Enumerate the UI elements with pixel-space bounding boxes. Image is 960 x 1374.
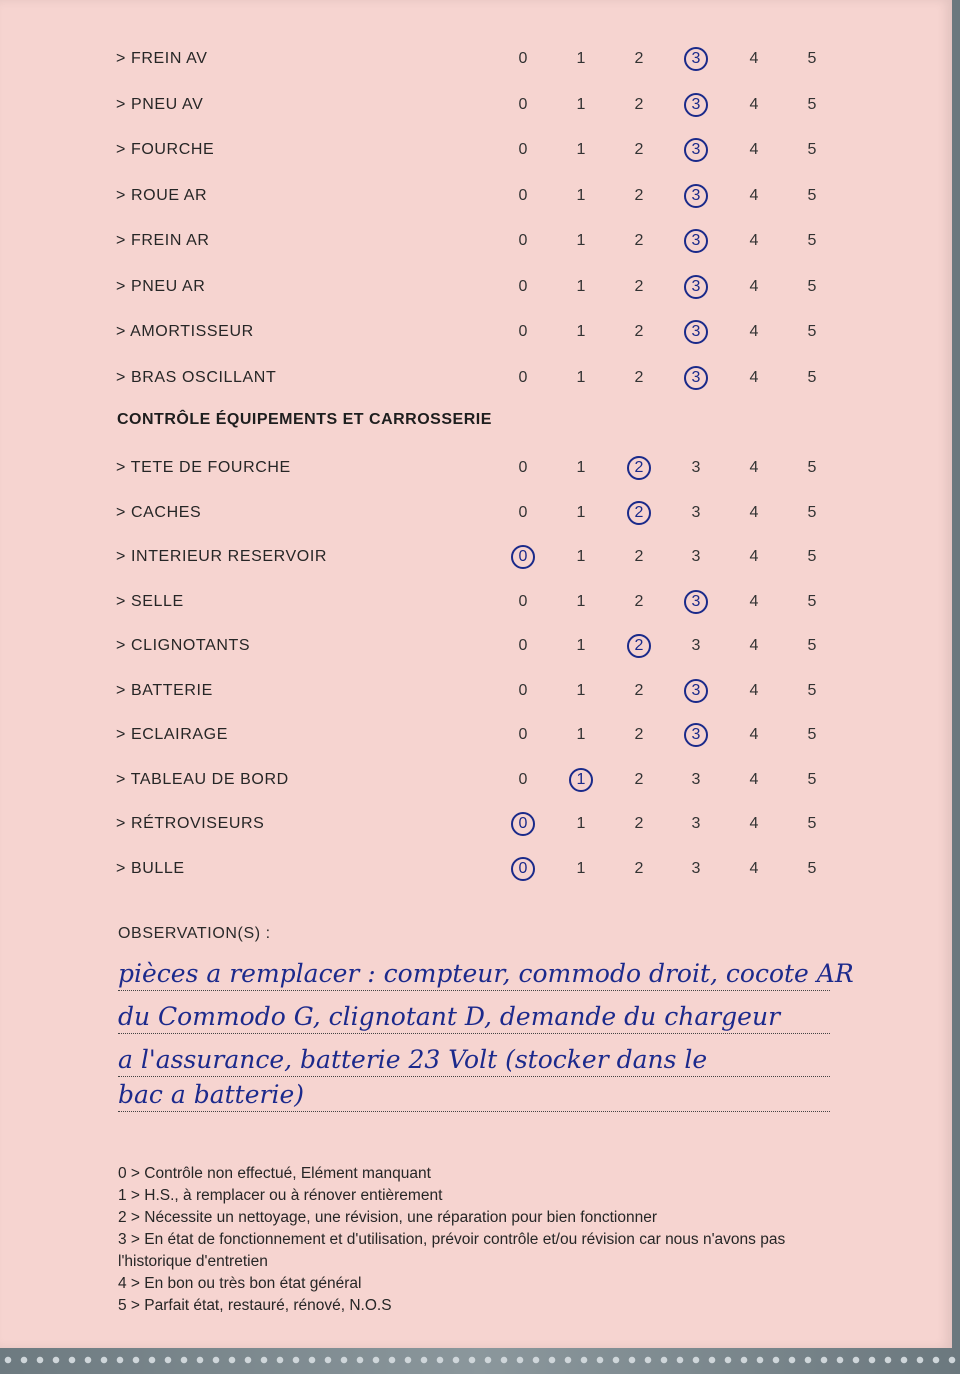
score-option[interactable]: 1: [576, 548, 586, 565]
rating-row-label: > FREIN AR: [116, 232, 210, 249]
score-option[interactable]: 4: [749, 815, 759, 832]
score-option[interactable]: 4: [749, 277, 759, 295]
score-option[interactable]: 1: [576, 592, 586, 610]
score-option[interactable]: 1: [576, 815, 586, 832]
score-option[interactable]: 4: [749, 186, 759, 204]
score-option[interactable]: 2: [634, 95, 644, 113]
score-option-selected[interactable]: 3: [684, 369, 708, 387]
score-option-selected[interactable]: 1: [569, 771, 593, 789]
score-option-selected[interactable]: 3: [684, 323, 708, 341]
score-option[interactable]: 5: [807, 50, 817, 67]
score-option[interactable]: 4: [749, 726, 759, 743]
score-option[interactable]: 5: [807, 141, 817, 158]
rating-row-label: > FREIN AV: [116, 50, 208, 67]
score-option[interactable]: 2: [634, 726, 644, 743]
rating-row-label: > BULLE: [116, 859, 185, 877]
score-option-selected[interactable]: 3: [684, 232, 708, 250]
score-option[interactable]: 1: [576, 859, 586, 877]
score-option-selected[interactable]: 2: [627, 637, 651, 655]
score-option[interactable]: 5: [807, 770, 817, 788]
score-option[interactable]: 1: [576, 459, 586, 476]
score-option[interactable]: 0: [518, 770, 528, 788]
score-option[interactable]: 2: [634, 368, 644, 386]
score-option[interactable]: 5: [807, 503, 817, 521]
observations-title: OBSERVATION(S) :: [118, 925, 271, 942]
score-option[interactable]: 1: [576, 503, 586, 521]
score-option[interactable]: 3: [691, 503, 701, 521]
score-option[interactable]: 4: [749, 232, 759, 249]
score-option[interactable]: 1: [576, 95, 586, 113]
score-option[interactable]: 3: [691, 548, 701, 565]
rating-row-label: > TABLEAU DE BORD: [116, 770, 289, 788]
rating-row-label: > SELLE: [116, 592, 184, 610]
observation-line-1: [118, 950, 854, 991]
score-option[interactable]: 1: [576, 186, 586, 204]
score-option[interactable]: 3: [691, 637, 701, 654]
score-option[interactable]: 0: [518, 277, 528, 295]
section-title: CONTRÔLE ÉQUIPEMENTS ET CARROSSERIE: [117, 411, 492, 428]
score-option[interactable]: 5: [807, 368, 817, 386]
rating-row: [0, 544, 950, 574]
observation-line-4: [118, 1071, 830, 1112]
score-option[interactable]: 5: [807, 548, 817, 565]
rating-row-label: > TETE DE FOURCHE: [116, 459, 291, 476]
score-option[interactable]: 4: [749, 323, 759, 340]
score-option[interactable]: 4: [749, 592, 759, 610]
score-option[interactable]: 4: [749, 141, 759, 158]
score-option[interactable]: 0: [518, 459, 528, 476]
observation-text-4: bac a batterie): [118, 1080, 304, 1109]
score-option[interactable]: 1: [576, 141, 586, 158]
score-option[interactable]: 2: [634, 232, 644, 249]
score-option[interactable]: 2: [634, 815, 644, 832]
rating-row: [0, 137, 950, 167]
rating-row-label: > ECLAIRAGE: [116, 726, 228, 743]
rating-row: [0, 856, 950, 886]
rating-row: [0, 274, 950, 304]
score-option[interactable]: 5: [807, 859, 817, 877]
score-option[interactable]: 0: [518, 232, 528, 249]
score-option[interactable]: 5: [807, 95, 817, 113]
score-option[interactable]: 5: [807, 681, 817, 699]
score-option[interactable]: 5: [807, 815, 817, 832]
score-option[interactable]: 4: [749, 637, 759, 654]
score-option[interactable]: 4: [749, 368, 759, 386]
legend-item-4: 4 > En bon ou très bon état général: [118, 1275, 362, 1292]
score-option[interactable]: 5: [807, 592, 817, 610]
score-option[interactable]: 0: [518, 726, 528, 743]
score-option-selected[interactable]: 3: [684, 50, 708, 68]
score-option[interactable]: 0: [518, 681, 528, 699]
score-option-selected[interactable]: 3: [684, 141, 708, 159]
rating-row-label: > CLIGNOTANTS: [116, 637, 251, 654]
score-option[interactable]: 0: [518, 323, 528, 340]
score-option[interactable]: 1: [576, 637, 586, 654]
rating-row-label: > PNEU AR: [116, 277, 206, 295]
rating-row: [0, 365, 950, 395]
score-option[interactable]: 3: [691, 459, 701, 476]
rating-row: [0, 722, 950, 752]
score-option-selected[interactable]: 3: [684, 187, 708, 205]
score-option[interactable]: 1: [576, 681, 586, 699]
score-option[interactable]: 1: [576, 277, 586, 295]
score-option[interactable]: 2: [634, 277, 644, 295]
legend-item-0: 0 > Contrôle non effectué, Elément manquant: [118, 1165, 431, 1182]
rating-row: [0, 589, 950, 619]
score-option[interactable]: 1: [576, 323, 586, 340]
score-option[interactable]: 2: [634, 323, 644, 340]
score-option[interactable]: 1: [576, 368, 586, 386]
score-option[interactable]: 4: [749, 859, 759, 877]
score-option[interactable]: 5: [807, 232, 817, 249]
rating-row: [0, 767, 950, 797]
legend: [118, 1163, 828, 1317]
score-option[interactable]: 5: [807, 277, 817, 295]
rating-row: [0, 183, 950, 213]
score-option[interactable]: 4: [749, 95, 759, 113]
rating-row-label: > ROUE AR: [116, 186, 208, 204]
legend-item-3: 3 > En état de fonctionnement et d'utilisation, prévoir contrôle et/ou révision car nous n'avons pas l'historique d'entretien: [118, 1231, 786, 1270]
score-option[interactable]: 0: [518, 141, 528, 158]
score-option[interactable]: 4: [749, 770, 759, 788]
observation-line-2: [118, 993, 830, 1034]
rating-row-label: > AMORTISSEUR: [116, 323, 254, 340]
score-option[interactable]: 1: [576, 232, 586, 249]
rating-row-label: > BRAS OSCILLANT: [116, 368, 277, 386]
legend-item-1: 1 > H.S., à remplacer ou à rénover entièrement: [118, 1187, 443, 1204]
score-option[interactable]: 5: [807, 459, 817, 476]
score-option[interactable]: 3: [691, 859, 701, 877]
score-option-selected[interactable]: 2: [627, 459, 651, 477]
score-option[interactable]: 5: [807, 726, 817, 743]
score-option[interactable]: 1: [576, 50, 586, 67]
rating-row: [0, 678, 950, 708]
score-option[interactable]: 2: [634, 859, 644, 877]
rating-row: [0, 92, 950, 122]
score-option[interactable]: 0: [518, 186, 528, 204]
score-option-selected[interactable]: 3: [684, 96, 708, 114]
score-option[interactable]: 4: [749, 50, 759, 67]
rating-row-label: > INTERIEUR RESERVOIR: [116, 548, 328, 565]
score-option[interactable]: 2: [634, 141, 644, 158]
observation-text-1: pièces a remplacer : compteur, commodo droit, cocote AR: [118, 959, 854, 988]
score-option-selected[interactable]: 0: [511, 815, 535, 833]
score-option[interactable]: 0: [518, 592, 528, 610]
legend-item-2: 2 > Nécessite un nettoyage, une révision, une réparation pour bien fonctionner: [118, 1209, 657, 1226]
score-option[interactable]: 4: [749, 503, 759, 521]
rating-row: [0, 811, 950, 841]
score-option-selected[interactable]: 3: [684, 593, 708, 611]
score-option[interactable]: 3: [691, 770, 701, 788]
rating-row: [0, 46, 950, 76]
score-option[interactable]: 0: [518, 95, 528, 113]
score-option[interactable]: 0: [518, 503, 528, 521]
rating-row-label: > BATTERIE: [116, 681, 213, 699]
score-option[interactable]: 2: [634, 592, 644, 610]
score-option[interactable]: 4: [749, 548, 759, 565]
rating-row: [0, 633, 950, 663]
score-option[interactable]: 4: [749, 459, 759, 476]
score-option-selected[interactable]: 3: [684, 278, 708, 296]
score-option[interactable]: 5: [807, 186, 817, 204]
rating-row-label: > PNEU AV: [116, 95, 204, 113]
rating-row-label: > CACHES: [116, 503, 202, 521]
score-option[interactable]: 0: [518, 50, 528, 67]
score-option[interactable]: 2: [634, 50, 644, 67]
rating-row-label: > FOURCHE: [116, 141, 215, 158]
score-option[interactable]: 2: [634, 681, 644, 699]
score-option[interactable]: 5: [807, 323, 817, 340]
score-option[interactable]: 3: [691, 815, 701, 832]
rating-row: [0, 319, 950, 349]
score-option[interactable]: 0: [518, 637, 528, 654]
score-option-selected[interactable]: 3: [684, 726, 708, 744]
rating-row: [0, 455, 950, 485]
score-option[interactable]: 0: [518, 368, 528, 386]
rating-row-label: > RÉTROVISEURS: [116, 815, 265, 832]
legend-item-5: 5 > Parfait état, restauré, rénové, N.O.S: [118, 1297, 392, 1314]
score-option[interactable]: 2: [634, 770, 644, 788]
score-option-selected[interactable]: 3: [684, 682, 708, 700]
score-option[interactable]: 1: [576, 726, 586, 743]
score-option[interactable]: 4: [749, 681, 759, 699]
score-option-selected[interactable]: 2: [627, 504, 651, 522]
score-option-selected[interactable]: 0: [511, 860, 535, 878]
observation-text-2: du Commodo G, clignotant D, demande du chargeur: [118, 1002, 781, 1031]
observation-text-3: a l'assurance, batterie 23 Volt (stocker dans le: [118, 1045, 708, 1074]
rating-row: [0, 500, 950, 530]
rating-row: [0, 228, 950, 258]
score-option[interactable]: 5: [807, 637, 817, 654]
sleeve-perforations: [0, 1354, 960, 1366]
score-option[interactable]: 2: [634, 548, 644, 565]
score-option-selected[interactable]: 0: [511, 548, 535, 566]
score-option[interactable]: 2: [634, 186, 644, 204]
